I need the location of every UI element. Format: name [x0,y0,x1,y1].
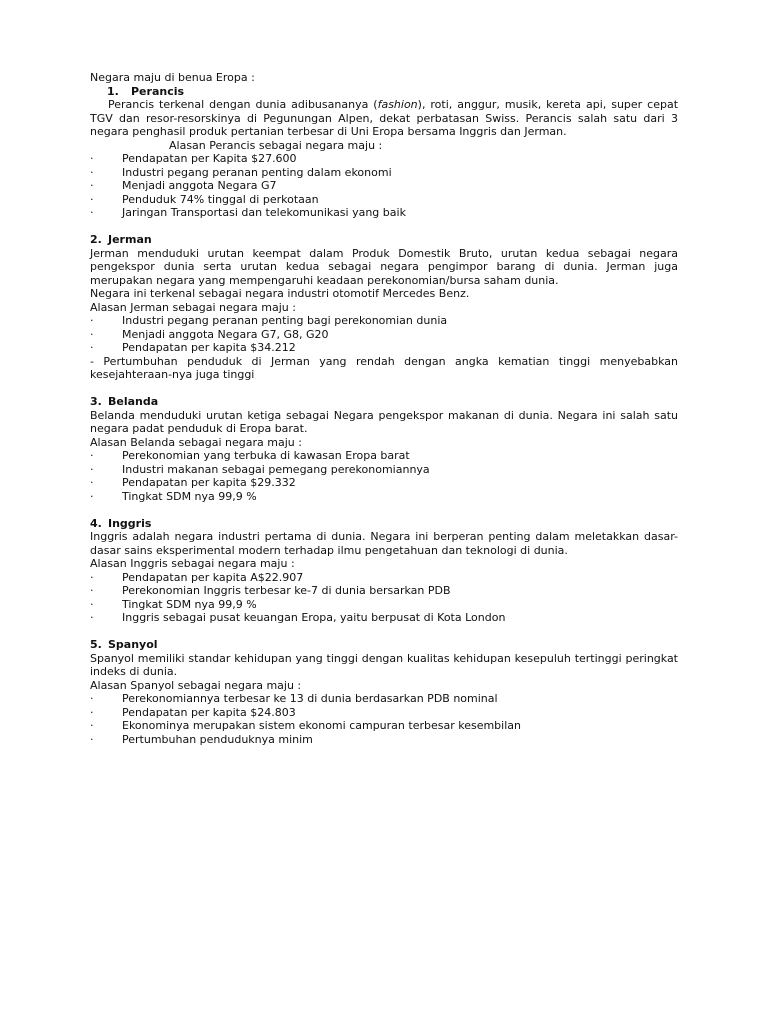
reasons-list-perancis [90,152,678,220]
bullet-icon: · [90,489,94,503]
paragraph-belanda: Belanda menduduki urutan ketiga sebagai Negara pengekspor makanan di dunia. Negara ini salah satu negara padat penduduk di Eropa barat. [90,408,678,435]
bullet-icon: · [90,449,94,462]
bullet-icon: · [90,192,94,206]
reasons-list-belanda [90,449,678,503]
paragraph-jerman-industry: Negara ini terkenal sebagai negara industri otomotif Mercedes Benz. [90,287,470,300]
paragraph-jerman: Jerman menduduki urutan keempat dalam Produk Domestik Bruto, urutan kedua sebagai negara pengekspor dunia serta urutan kedua sebagai negara pengimpor barang di dunia. Jerman juga merupakan negara yang mempengaruhi keadaan perekonomian/bursa saham dunia. [90,246,678,287]
list-item: · Pendapatan per kapita $34.212 [90,341,296,354]
list-item: · Pendapatan per kapita $29.332 [90,476,296,489]
bullet-icon: · [90,692,94,705]
list-item: · Pendapatan per Kapita $27.600 [90,152,297,165]
paragraph-spanyol: Spanyol memiliki standar kehidupan yang tinggi dengan kualitas kehidupan kesepuluh tertinggi peringkat indeks di dunia. [90,651,678,678]
bullet-icon: · [90,327,94,341]
list-item: · Menjadi anggota Negara G7 [90,179,277,192]
paragraph-jerman-extra: - Pertumbuhan penduduk di Jerman yang rendah dengan angka kematian tinggi menyebabkan kesejahteraan-nya juga tinggi [90,354,678,381]
section-heading-perancis [90,85,678,99]
section-heading-jerman: 2. Jerman [90,233,152,246]
bullet-icon: · [90,570,94,584]
reasons-list-inggris [90,571,678,625]
bullet-icon: · [90,179,94,192]
list-item: · Pendapatan per kapita A$22.907 [90,570,304,584]
bullet-icon: · [90,719,94,732]
reasons-title-perancis: Alasan Perancis sebagai negara maju : [169,138,383,152]
bullet-icon: · [90,584,94,597]
reasons-title-spanyol: Alasan Spanyol sebagai negara maju : [90,678,302,692]
reasons-title-belanda: Alasan Belanda sebagai negara maju : [90,435,302,449]
list-item: · Perekonomian yang terbuka di kawasan Eropa barat [90,449,410,462]
section-number: 1. [107,84,119,98]
bullet-icon: · [90,705,94,719]
bullet-icon: · [90,732,94,746]
list-item: · Industri pegang peranan penting bagi perekonomian dunia [90,314,448,327]
section-heading-spanyol: 5. Spanyol [90,638,158,651]
list-item: · Tingkat SDM nya 99,9 % [90,489,257,503]
list-item: · Ekonominya merupakan sistem ekonomi campuran terbesar kesembilan [90,719,521,732]
list-item: · Pertumbuhan penduduknya minim [90,732,313,746]
bullet-icon: · [90,206,94,219]
list-item: · Industri makanan sebagai pemegang perekonomiannya [90,462,430,476]
list-item: · Menjadi anggota Negara G7, G8, G20 [90,327,329,341]
paragraph-perancis: Perancis terkenal dengan dunia adibusananya (fashion), roti, anggur, musik, kereta api, super cepat TGV dan resor-resorskinya di Pegunungan Alpen, dekat perbatasan Swiss. Perancis salah satu dari 3 negara penghasil produk pertanian terbesar di Uni Eropa bersama Inggris dan Jerman. [90,98,679,138]
bullet-icon: · [90,476,94,489]
bullet-icon: · [90,152,94,165]
reasons-list-jerman [90,314,678,355]
list-item: · Industri pegang peranan penting dalam ekonomi [90,165,392,179]
bullet-icon: · [90,611,94,624]
section-title: Perancis [131,84,185,98]
list-item: · Penduduk 74% tinggal di perkotaan [90,192,319,206]
document-title: Negara maju di benua Eropa : [90,71,255,84]
list-item: · Jaringan Transportasi dan telekomunikasi yang baik [90,206,406,219]
bullet-icon: · [90,165,94,179]
list-item: · Inggris sebagai pusat keuangan Eropa, yaitu berpusat di Kota London [90,611,506,624]
reasons-title-jerman: Alasan Jerman sebagai negara maju : [90,300,296,314]
section-heading-belanda: 3. Belanda [90,395,159,408]
list-item: · Perekonomian Inggris terbesar ke-7 di dunia bersarkan PDB [90,584,451,597]
bullet-icon: · [90,314,94,327]
reasons-title-inggris: Alasan Inggris sebagai negara maju : [90,557,295,570]
section-heading-inggris: 4. Inggris [90,516,152,530]
list-item: · Pendapatan per kapita $24.803 [90,705,296,719]
list-item: · Tingkat SDM nya 99,9 % [90,597,257,611]
bullet-icon: · [90,462,94,476]
list-item: · Perekonomiannya terbesar ke 13 di dunia berdasarkan PDB nominal [90,692,498,705]
paragraph-inggris: Inggris adalah negara industri pertama di dunia. Negara ini berperan penting dalam meletakkan dasar-dasar sains eksperimental modern terhadap ilmu pengetahuan dan teknologi di dunia. [90,530,678,557]
bullet-icon: · [90,341,94,354]
reasons-list-spanyol [90,692,678,746]
bullet-icon: · [90,597,94,611]
